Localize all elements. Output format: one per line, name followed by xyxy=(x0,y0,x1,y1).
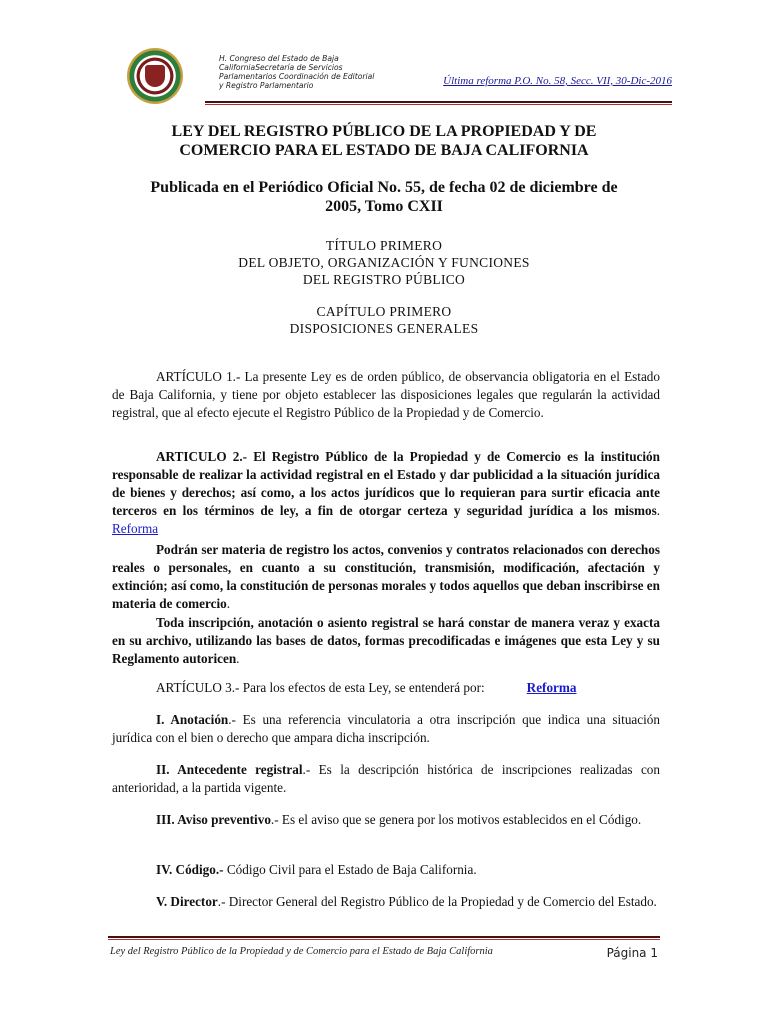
publication-info xyxy=(100,178,668,216)
article-2-paragraph-2 xyxy=(112,541,660,613)
definition-term: III. Aviso preventivo xyxy=(156,812,271,827)
header-line: CaliforniaSecretaría de Servicios xyxy=(219,63,343,72)
footer-law-name: Ley del Registro Público de la Propiedad y de Comercio para el Estado de Baja California xyxy=(110,946,493,957)
law-title-line: COMERCIO PARA EL ESTADO DE BAJA CALIFORNIA xyxy=(179,142,589,159)
article-2-p2-end: . xyxy=(226,596,231,611)
last-reform-link[interactable]: Última reforma P.O. No. 58, Secc. VII, 30-Dic-2016 xyxy=(443,75,672,87)
law-title-line: LEY DEL REGISTRO PÚBLICO DE LA PROPIEDAD Y DE xyxy=(171,123,597,140)
footer-divider-accent xyxy=(108,939,660,940)
definition-term: II. Antecedente registral xyxy=(156,762,303,777)
footer-divider xyxy=(108,936,660,938)
header-line: H. Congreso del Estado de Baja xyxy=(219,54,339,63)
capitulo-label: CAPÍTULO PRIMERO xyxy=(316,304,452,319)
article-3-reform-link[interactable]: Reforma xyxy=(526,680,577,695)
article-1 xyxy=(112,368,660,422)
capitulo-name: DISPOSICIONES GENERALES xyxy=(289,321,479,336)
article-2-p2-text: Podrán ser materia de registro los actos, convenios y contratos relacionados con derechos reales o personales, en cuanto a su constitución, transmisión, modificación, afectación y extinción; así como, la constitución de personas morales y todos aquellos que deban inscribirse en materia de comercio xyxy=(112,542,660,611)
chapter-heading xyxy=(100,303,668,337)
header-divider-accent xyxy=(205,104,672,105)
titulo-name: DEL REGISTRO PÚBLICO xyxy=(302,272,466,287)
header-divider xyxy=(205,101,672,103)
article-2-label: ARTICULO 2 xyxy=(156,449,240,464)
article-2 xyxy=(112,448,660,538)
definition-term: IV. Código.- xyxy=(156,862,224,877)
article-3 xyxy=(112,679,660,697)
seal-shield-icon xyxy=(145,65,165,87)
publication-line: Publicada en el Periódico Oficial No. 55, de fecha 02 de diciembre de xyxy=(150,179,618,196)
article-3-text: Para los efectos de esta Ley, se entenderá por: xyxy=(239,680,485,695)
article-1-label: ARTÍCULO 1 xyxy=(156,369,233,384)
law-title xyxy=(100,122,668,160)
definition-item xyxy=(112,861,660,879)
article-2-text: .- El Registro Público de la Propiedad y de Comercio es la institución responsable de realizar la actividad registral en el Estado y dar publicidad a la situación jurídica de bienes y derechos; así como, a los actos jurídicos que lo requieran para surtir eficacia ante terceros en los términos de ley, a fin de otorgar certeza y seguridad jurídica a los mismos xyxy=(112,449,660,518)
header-institution xyxy=(219,54,419,90)
definition-term: I. Anotación xyxy=(156,712,229,727)
definition-text: Código Civil para el Estado de Baja California. xyxy=(223,862,477,877)
article-2-end: . xyxy=(656,503,660,518)
definition-term: V. Director xyxy=(156,894,218,909)
article-2-p3-text: Toda inscripción, anotación o asiento registral se hará constar de manera veraz y exacta en su archivo, utilizando las bases de datos, formas precodificadas e imágenes que esta Ley y su Reglamento autoricen xyxy=(112,615,660,666)
article-2-p3-end: . xyxy=(236,651,240,666)
title-heading xyxy=(100,237,668,288)
article-2-paragraph-3 xyxy=(112,614,660,668)
definition-item xyxy=(112,761,660,797)
titulo-name: DEL OBJETO, ORGANIZACIÓN Y FUNCIONES xyxy=(238,255,530,270)
publication-line: 2005, Tomo CXII xyxy=(325,198,443,215)
page-number: Página 1 xyxy=(606,946,658,960)
titulo-label: TÍTULO PRIMERO xyxy=(325,238,443,253)
definition-text: .- Es la descripción histórica de inscripciones realizadas con anterioridad, a la partida vigente. xyxy=(112,762,660,795)
definition-text: .- Director General del Registro Público de la Propiedad y de Comercio del Estado. xyxy=(217,894,657,909)
article-3-label: ARTÍCULO 3.- xyxy=(156,680,240,695)
definition-item xyxy=(112,811,660,829)
definition-text: .- Es el aviso que se genera por los motivos establecidos en el Código. xyxy=(270,812,642,827)
header-line: y Registro Parlamentario xyxy=(219,81,314,90)
definition-item xyxy=(112,893,660,911)
definition-text: .- Es una referencia vinculatoria a otra inscripción que indica una situación jurídica con el bien o derecho que ampara dicha inscripción. xyxy=(112,712,660,745)
definition-item xyxy=(112,711,660,747)
header-line: Parlamentarios Coordinación de Editorial xyxy=(219,72,375,81)
article-2-reform-link[interactable]: Reforma xyxy=(112,521,159,536)
article-1-text: .- La presente Ley es de orden público, de observancia obligatoria en el Estado de Baja California, y tiene por objeto establecer las disposiciones legales que regularán la actividad registral, que al efecto ejecute el Registro Público de la Propiedad y de Comercio. xyxy=(112,369,660,420)
